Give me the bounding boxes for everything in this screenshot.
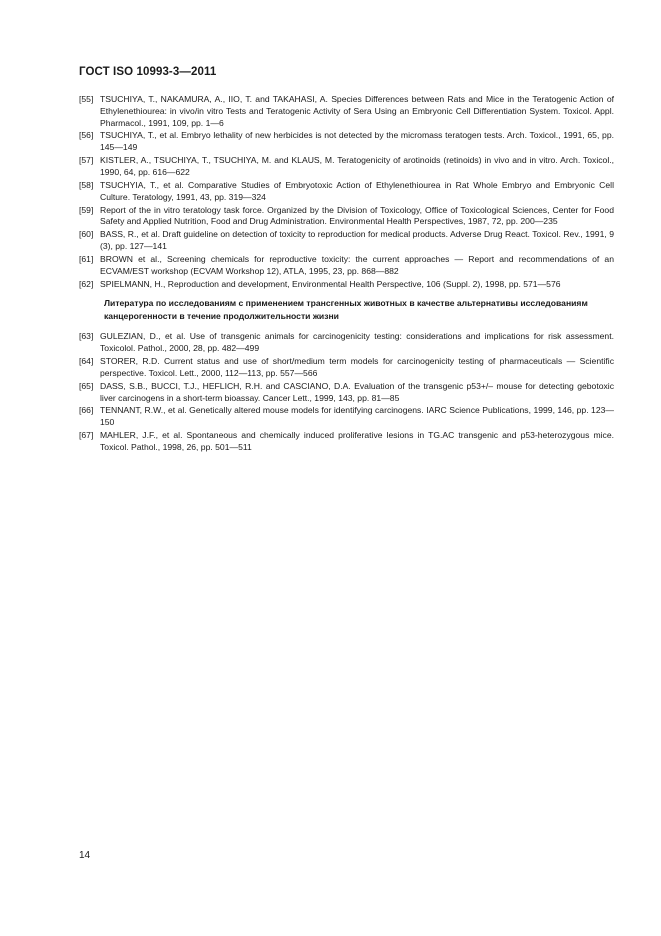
references-group-b (79, 331, 614, 453)
page-number: 14 (79, 850, 91, 861)
reference-number: [62] (79, 278, 94, 289)
references-group-a (79, 94, 614, 290)
reference-text: BASS, R., et al. Draft guideline on detection of toxicity to reproduction for medical products. Adverse Drug React. Toxicol. Rev., 1991, 9 (3), pp. 127—141 (100, 229, 614, 252)
reference-item (79, 279, 614, 291)
reference-text: DASS, S.B., BUCCI, T.J., HEFLICH, R.H. and CASCIANO, D.A. Evaluation of the transgenic p53+/– mouse for detecting gebotoxic liver carcinogens in a short-term bioassay. Cancer Lett., 1999, 143, pp. 81—85 (100, 380, 614, 403)
reference-number: [66] (79, 405, 94, 416)
reference-text: TENNANT, R.W., et al. Genetically altered mouse models for identifying carcinogens. IARC Science Publications, 1999, 146, pp. 123—150 (100, 405, 614, 428)
reference-number: [67] (79, 430, 94, 441)
reference-item (79, 430, 614, 454)
reference-text: TSUCHIYA, T., et al. Embryo lethality of new herbicides is not detected by the micromass teratogen tests. Arch. Toxicol., 1991, 65, pp. 145—149 (100, 130, 614, 153)
reference-item (79, 180, 614, 204)
reference-item (79, 94, 614, 129)
reference-text: TSUCHYIA, T., et al. Comparative Studies of Embryotoxic Action of Ethylenethiourea in Rat Whole Embryo and Embryonic Cell Culture. Teratology, 1991, 43, pp. 319—324 (100, 179, 614, 202)
reference-number: [55] (79, 94, 94, 104)
reference-item (79, 331, 614, 355)
reference-item (79, 229, 614, 253)
reference-text: GULEZIAN, D., et al. Use of transgenic animals for carcinogenicity testing: considerations and implications for risk assessment. Toxicolol. Pathol., 2000, 28, pp. 482—499 (100, 331, 614, 354)
reference-item (79, 155, 614, 179)
document-header: ГОСТ ISO 10993-3—2011 (79, 66, 217, 78)
reference-text: STORER, R.D. Current status and use of short/medium term models for carcinogenicity testing of pharmaceuticals — Scientific perspective. Toxicol. Lett., 2000, 112—113, pp. 557—566 (100, 356, 614, 378)
reference-number: [59] (79, 204, 94, 215)
reference-text: TSUCHIYA, T., NAKAMURA, A., IIO, T. and TAKAHASI, A. Species Differences between Rats and Mice in the Teratogenic Action of Ethylenethiourea: in vivo/in vitro Tests and Teratogenic Activity of Sera Using an Embryonic Cell Differentiation System. Toxicol. Appl. Pharmacol., 1991, 109, pp. 1—6 (100, 94, 614, 128)
reference-number: [61] (79, 253, 94, 264)
reference-number: [65] (79, 380, 94, 391)
reference-text: MAHLER, J.F., et al. Spontaneous and chemically induced proliferative lesions in TG.AC transgenic and p53-heterozygous mice. Toxicol. Pathol., 1998, 26, pp. 501—511 (100, 430, 614, 452)
reference-number: [60] (79, 229, 94, 240)
reference-number: [58] (79, 179, 94, 190)
reference-text: BROWN et al., Screening chemicals for reproductive toxicity: the current approaches — Report and recommendations of an ECVAM/EST workshop (ECVAM Workshop 12), ATLA, 1995, 23, pp. 868—882 (100, 253, 614, 276)
reference-item (79, 405, 614, 429)
reference-item (79, 381, 614, 405)
reference-list (79, 94, 614, 455)
reference-number: [63] (79, 331, 94, 342)
reference-item (79, 356, 614, 380)
reference-number: [56] (79, 130, 94, 141)
reference-item (79, 205, 614, 229)
reference-number: [57] (79, 155, 94, 166)
reference-item (79, 130, 614, 154)
reference-text: Report of the in vitro teratology task force. Organized by the Division of Toxicology, Office of Toxicological Sciences, Center for Food Safety and Applied Nutrition, Food and Drug Administration. Environmental Health Perspectives, 1987, 72, pp. 200—235 (100, 204, 614, 227)
section-heading: Литература по исследованиям с применением трансгенных животных в качестве альтернативы исследованиям канцерогенности в течение продолжительности жизни (104, 298, 588, 321)
reference-text: KISTLER, A., TSUCHIYA, T., TSUCHIYA, M. and KLAUS, M. Teratogenicity of arotinoids (retinoids) in vivo and in vitro. Arch. Toxicol., 1990, 64, pp. 616—622 (100, 155, 614, 177)
reference-text: SPIELMANN, H., Reproduction and development, Environmental Health Perspective, 106 (Suppl. 2), 1998, pp. 571—576 (100, 278, 561, 289)
reference-number: [64] (79, 356, 94, 367)
reference-item (79, 254, 614, 278)
